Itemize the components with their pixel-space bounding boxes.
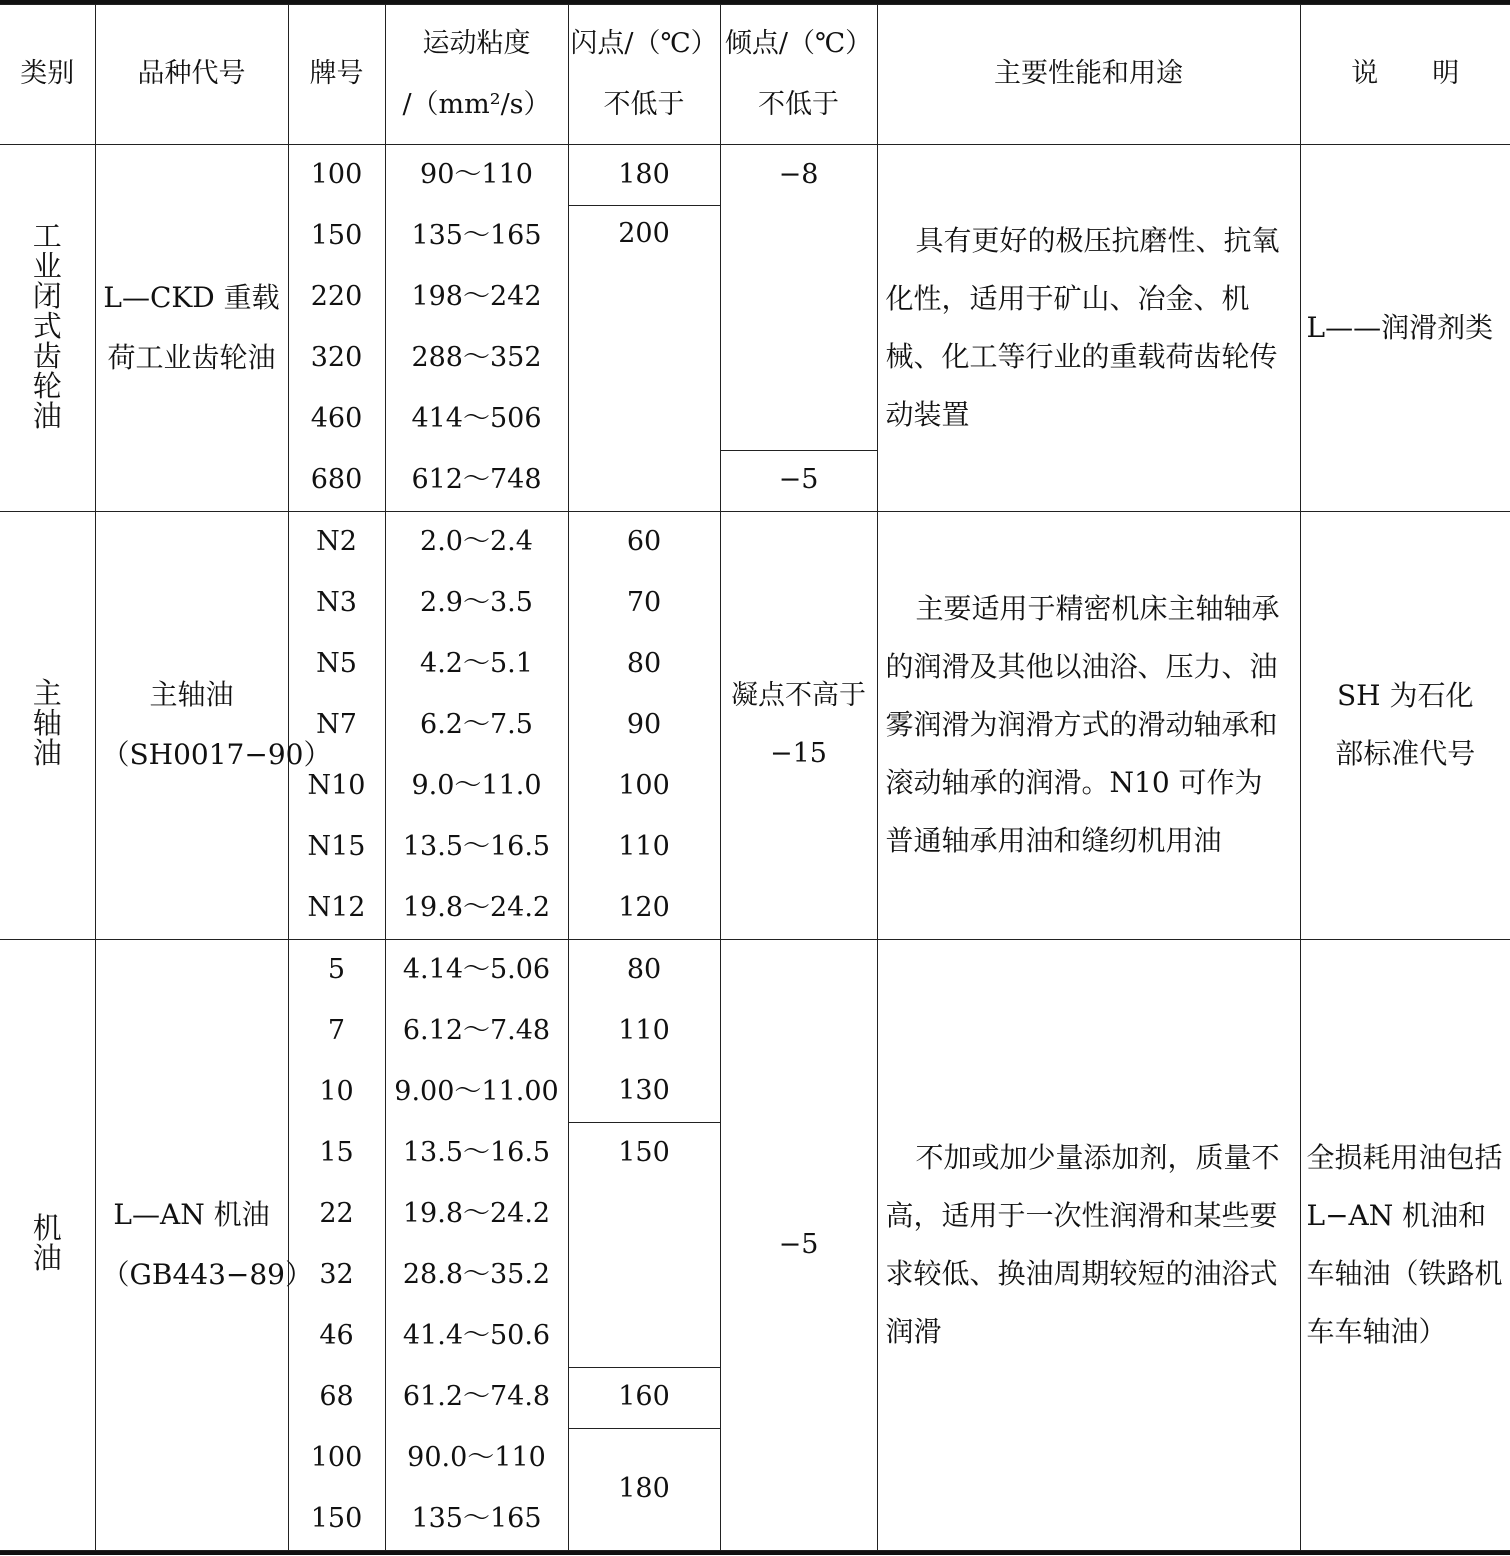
pour-cell: −5 xyxy=(720,450,877,511)
variety-code-cell: L—AN 机油 （GB443−89） xyxy=(95,939,288,1550)
flash-cell: 180 xyxy=(568,1428,720,1550)
viscosity-cell: 61.2～74.8 xyxy=(385,1367,568,1428)
flash-cell: 60 xyxy=(568,511,720,572)
viscosity-cell: 198～242 xyxy=(385,267,568,328)
grade-cell: 10 xyxy=(288,1061,385,1122)
viscosity-cell: 2.0～2.4 xyxy=(385,511,568,572)
header-grade: 牌号 xyxy=(288,5,385,145)
viscosity-cell: 90.0～110 xyxy=(385,1428,568,1489)
viscosity-cell: 9.00～11.00 xyxy=(385,1061,568,1122)
header-uses: 主要性能和用途 xyxy=(877,5,1300,145)
flash-cell: 200 xyxy=(568,206,720,512)
viscosity-cell: 90～110 xyxy=(385,145,568,206)
grade-cell: 68 xyxy=(288,1367,385,1428)
header-category: 类别 xyxy=(0,5,95,145)
viscosity-cell: 6.12～7.48 xyxy=(385,1000,568,1061)
viscosity-cell: 135～165 xyxy=(385,206,568,267)
grade-cell: 150 xyxy=(288,206,385,267)
grade-cell: N3 xyxy=(288,572,385,633)
header-viscosity-line2: /（mm²/s） xyxy=(402,88,551,120)
grade-cell: N10 xyxy=(288,756,385,817)
grade-cell: N12 xyxy=(288,878,385,939)
grade-cell: 5 xyxy=(288,939,385,1000)
grade-cell: N15 xyxy=(288,817,385,878)
lubricant-spec-table xyxy=(0,4,1510,1551)
flash-cell: 100 xyxy=(568,756,720,817)
variety-code-cell: 主轴油 （SH0017−90） xyxy=(95,511,288,939)
viscosity-cell: 28.8～35.2 xyxy=(385,1245,568,1306)
header-viscosity-line1: 运动粘度 xyxy=(422,28,531,60)
viscosity-cell: 612～748 xyxy=(385,450,568,511)
flash-cell: 150 xyxy=(568,1123,720,1368)
grade-cell: 150 xyxy=(288,1489,385,1550)
uses-cell: 具有更好的极压抗磨性、抗氧化性，适用于矿山、冶金、机械、化工等行业的重载荷齿轮传动装置 xyxy=(877,145,1300,512)
header-pour-line2: 不低于 xyxy=(758,88,839,120)
header-pour-point xyxy=(720,5,877,145)
viscosity-cell: 6.2～7.5 xyxy=(385,695,568,756)
header-row xyxy=(0,5,1510,145)
header-note: 说 明 xyxy=(1300,5,1510,145)
grade-cell: N2 xyxy=(288,511,385,572)
viscosity-cell: 4.14～5.06 xyxy=(385,939,568,1000)
grade-cell: 320 xyxy=(288,328,385,389)
table-row xyxy=(0,939,1510,1000)
flash-cell: 180 xyxy=(568,145,720,206)
table-row xyxy=(0,511,1510,572)
viscosity-cell: 19.8～24.2 xyxy=(385,1184,568,1245)
viscosity-cell: 19.8～24.2 xyxy=(385,878,568,939)
viscosity-cell: 13.5～16.5 xyxy=(385,817,568,878)
grade-cell: 680 xyxy=(288,450,385,511)
uses-cell: 不加或加少量添加剂，质量不高，适用于一次性润滑和某些要求较低、换油周期较短的油浴式润滑 xyxy=(877,939,1300,1550)
flash-cell: 110 xyxy=(568,817,720,878)
viscosity-cell: 9.0～11.0 xyxy=(385,756,568,817)
grade-cell: N7 xyxy=(288,695,385,756)
category-cell: 主轴油 xyxy=(0,511,95,939)
flash-cell: 130 xyxy=(568,1061,720,1122)
viscosity-cell: 135～165 xyxy=(385,1489,568,1550)
pour-cell: −8 xyxy=(720,145,877,451)
grade-cell: 32 xyxy=(288,1245,385,1306)
note-cell: SH 为石化部标准代号 xyxy=(1300,511,1510,939)
header-flash-point xyxy=(568,5,720,145)
viscosity-cell: 288～352 xyxy=(385,328,568,389)
flash-cell: 110 xyxy=(568,1000,720,1061)
grade-cell: 46 xyxy=(288,1306,385,1367)
viscosity-cell: 41.4～50.6 xyxy=(385,1306,568,1367)
pour-cell: 凝点不高于−15 xyxy=(720,511,877,939)
header-pour-line1: 倾点/（℃） xyxy=(724,28,873,60)
flash-cell: 120 xyxy=(568,878,720,939)
viscosity-cell: 2.9～3.5 xyxy=(385,572,568,633)
grade-cell: 100 xyxy=(288,145,385,206)
viscosity-cell: 4.2～5.1 xyxy=(385,634,568,695)
uses-cell: 主要适用于精密机床主轴轴承的润滑及其他以油浴、压力、油雾润滑为润滑方式的滑动轴承和滚动轴承的润滑。N10 可作为普通轴承用油和缝纫机用油 xyxy=(877,511,1300,939)
grade-cell: 460 xyxy=(288,389,385,450)
viscosity-cell: 414～506 xyxy=(385,389,568,450)
category-cell: 工业闭式齿轮油 xyxy=(0,145,95,512)
note-cell: 全损耗用油包括 L−AN 机油和车轴油（铁路机车车轴油） xyxy=(1300,939,1510,1550)
header-viscosity xyxy=(385,5,568,145)
viscosity-cell: 13.5～16.5 xyxy=(385,1123,568,1184)
note-cell: L——润滑剂类 xyxy=(1300,145,1510,512)
grade-cell: N5 xyxy=(288,634,385,695)
header-flash-line1: 闪点/（℃） xyxy=(570,28,718,60)
header-flash-line2: 不低于 xyxy=(603,88,685,120)
flash-cell: 70 xyxy=(568,572,720,633)
grade-cell: 7 xyxy=(288,1000,385,1061)
flash-cell: 160 xyxy=(568,1367,720,1428)
grade-cell: 220 xyxy=(288,267,385,328)
bottom-rule xyxy=(0,1551,1510,1555)
flash-cell: 80 xyxy=(568,634,720,695)
grade-cell: 100 xyxy=(288,1428,385,1489)
grade-cell: 15 xyxy=(288,1123,385,1184)
grade-cell: 22 xyxy=(288,1184,385,1245)
flash-cell: 90 xyxy=(568,695,720,756)
table-row xyxy=(0,145,1510,206)
flash-cell: 80 xyxy=(568,939,720,1000)
variety-code-cell: L—CKD 重载荷工业齿轮油 xyxy=(95,145,288,512)
category-cell: 机油 xyxy=(0,939,95,1550)
header-variety-code: 品种代号 xyxy=(95,5,288,145)
pour-cell: −5 xyxy=(720,939,877,1550)
